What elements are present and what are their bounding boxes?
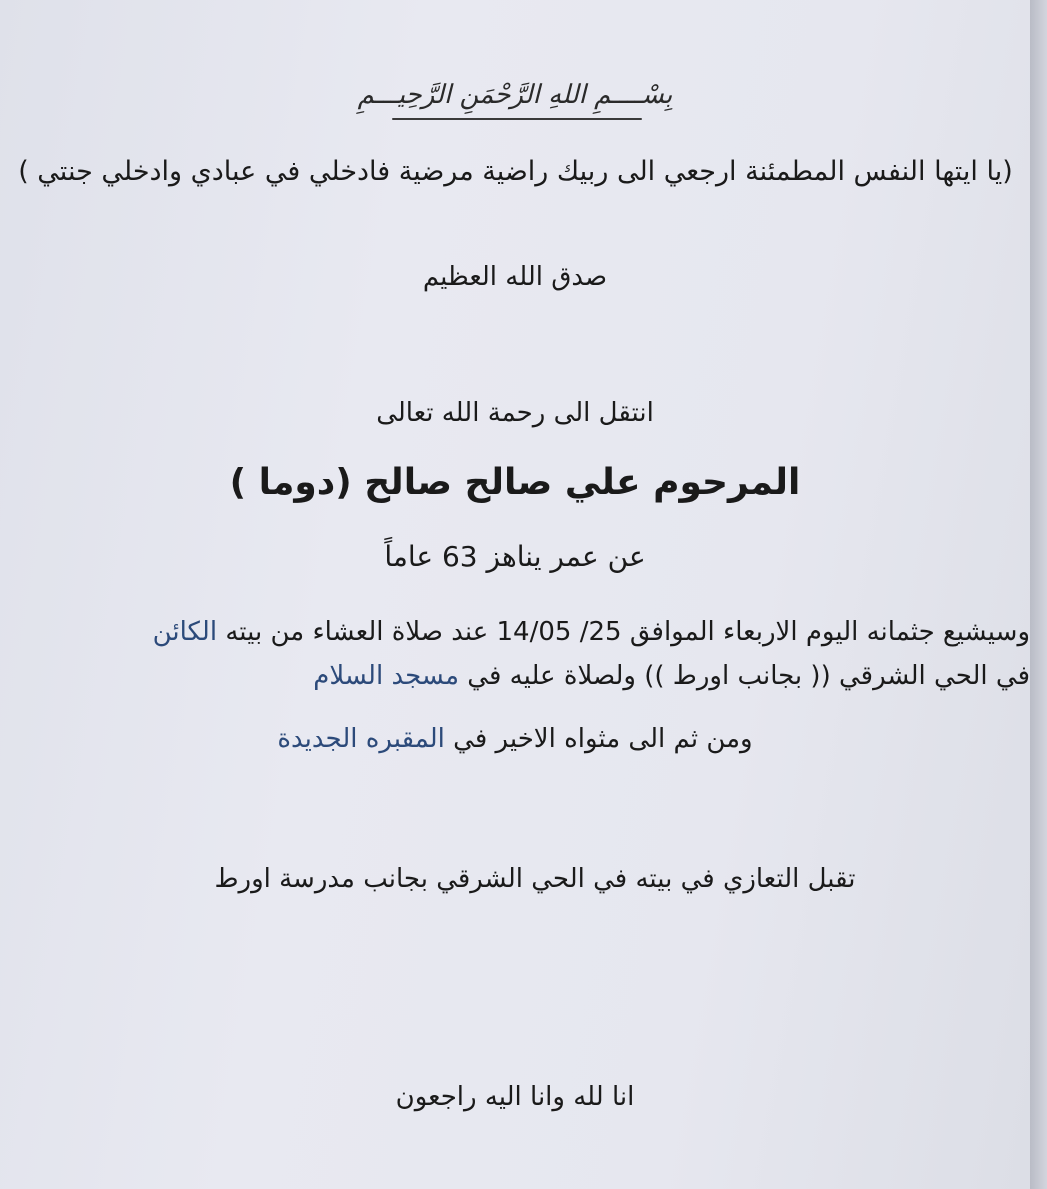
age-text: عن عمر يناهز 63 عاماً bbox=[384, 540, 646, 573]
burial-details bbox=[0, 724, 1030, 754]
funeral-details bbox=[120, 610, 1030, 698]
cemetery-name: المقبره الجديدة bbox=[277, 724, 445, 754]
funeral-line2-text: في الحي الشرقي (( بجانب اورط )) ولصلاة عليه في bbox=[467, 661, 1030, 691]
deceased-name: المرحوم علي صالح صالح (دوما ) bbox=[229, 462, 801, 503]
burial-main-text: ومن ثم الى مثواه الاخير في bbox=[453, 724, 753, 754]
basmala-calligraphy: بِسْــــمِ اللهِ الرَّحْمَنِ الرَّحِيـــمِ bbox=[357, 80, 673, 110]
paper-edge-shadow bbox=[1030, 0, 1047, 1189]
passed-away-text: انتقل الى رحمة الله تعالى bbox=[376, 398, 654, 428]
funeral-main-text: وسيشيع جثمانه اليوم الاربعاء الموافق 25/ 14/05 عند صلاة العشاء من بيته bbox=[225, 617, 1030, 647]
closing-phrase: انا لله وانا اليه راجعون bbox=[395, 1082, 635, 1112]
sadaq-text: صدق الله العظيم bbox=[422, 262, 608, 292]
condolences-text: تقبل التعازي في بيته في الحي الشرقي بجانب مدرسة اورط bbox=[214, 864, 856, 894]
mosque-name: مسجد السلام bbox=[313, 661, 460, 691]
quran-verse: (يا ايتها النفس المطمئنة ارجعي الى ربيك راضية مرضية فادخلي في عبادي وادخلي جنتي ) bbox=[18, 156, 1013, 187]
funeral-blue-word: الكائن bbox=[152, 617, 218, 647]
basmala-underline bbox=[392, 118, 642, 120]
